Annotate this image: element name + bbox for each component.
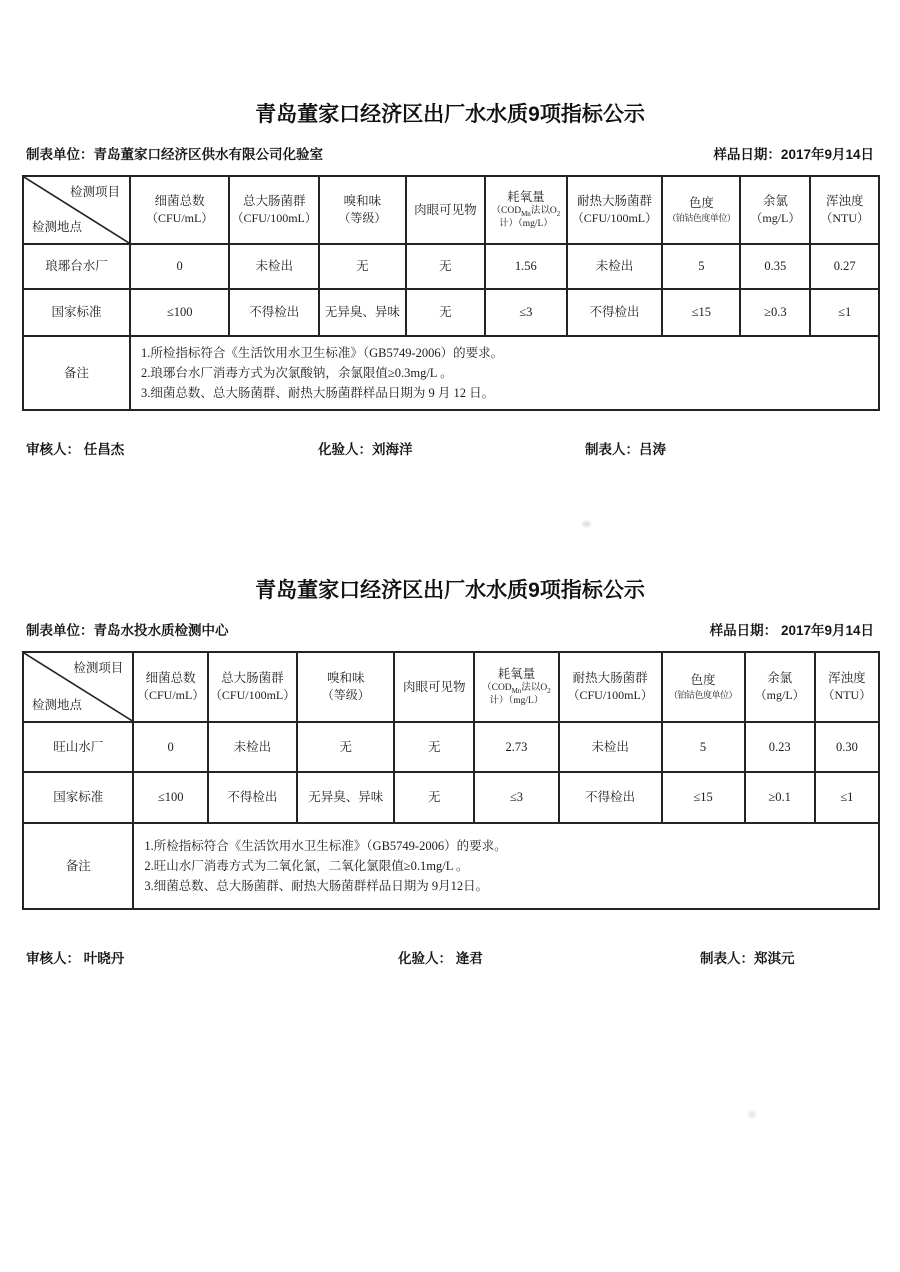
water-quality-table-1 (22, 175, 880, 411)
data-cell: 2.73 (474, 722, 559, 772)
remark-text: 1.所检指标符合《生活饮用水卫生标准》（GB5749-2006）的要求。 2.琅琊台水厂消毒方式为次氯酸钠，余氯限值≥0.3mg/L 。 3.细菌总数、总大肠菌群、耐热大肠菌群样品日期为 9 月 12 日。 (130, 336, 879, 410)
data-cell: ≥0.3 (740, 289, 810, 336)
data-cell: ≤1 (815, 772, 879, 823)
col-header-residual-chlorine: 余氯 （mg/L） (745, 652, 815, 722)
data-cell: 0.35 (740, 244, 810, 289)
col-header-cod: 耗氧量 （$COD_{Mn}$法以$O_2$ 计）（mg/L） (485, 176, 566, 244)
data-cell: ≥0.1 (745, 772, 815, 823)
reviewer-name: 审核人： 任昌杰 (26, 442, 125, 457)
data-cell: 5 (662, 244, 740, 289)
data-cell: 5 (662, 722, 745, 772)
corner-label-location: 检测地点 (32, 220, 83, 235)
row-label: 旺山水厂 (23, 722, 133, 772)
col-header-turbidity: 浑浊度 （NTU） (815, 652, 879, 722)
report-title: 青岛董家口经济区出厂水水质9项指标公示 (255, 579, 645, 602)
col-header-total-bacteria: 细菌总数 （CFU/mL） (130, 176, 229, 244)
data-cell: 未检出 (208, 722, 297, 772)
col-header-odor-taste: 嗅和味 （等级） (297, 652, 395, 722)
col-header-residual-chlorine: 余氯 （mg/L） (740, 176, 810, 244)
report-section-2 (0, 456, 900, 965)
row-wangshan-plant (23, 722, 879, 772)
report-section-1 (0, 0, 900, 456)
col-header-odor-taste: 嗅和味 （等级） (319, 176, 405, 244)
corner-label-location: 检测地点 (32, 698, 83, 713)
scan-artifact (582, 521, 591, 527)
preparer-name: 制表人：吕涛 (585, 442, 666, 457)
data-cell: 无异臭、异味 (319, 289, 405, 336)
data-cell: ≤3 (474, 772, 559, 823)
corner-label-items: 检测项目 (69, 185, 120, 199)
reviewer-name: 审核人： 叶晓丹 (26, 951, 125, 966)
data-cell: 无 (394, 722, 474, 772)
data-cell: 0 (130, 244, 229, 289)
data-cell: 无 (297, 722, 395, 772)
data-cell: 1.56 (485, 244, 566, 289)
row-label: 琅琊台水厂 (23, 244, 130, 289)
report-meta (26, 143, 874, 163)
data-cell: 0.30 (815, 722, 879, 772)
org-label: 制表单位：青岛董家口经济区供水有限公司化验室 (26, 147, 323, 162)
col-header-turbidity: 浑浊度 （NTU） (810, 176, 879, 244)
data-cell: ≤15 (662, 289, 740, 336)
row-label: 国家标准 (23, 772, 133, 823)
corner-cell (23, 176, 130, 244)
data-cell: 无 (319, 244, 405, 289)
report-title: 青岛董家口经济区出厂水水质9项指标公示 (255, 103, 645, 126)
corner-cell (23, 652, 133, 722)
row-label: 国家标准 (23, 289, 130, 336)
row-national-standard (23, 289, 879, 336)
data-cell: 无 (394, 772, 474, 823)
corner-label-items: 检测项目 (73, 661, 124, 675)
data-cell: 0.27 (810, 244, 879, 289)
sample-date-label: 样品日期：2017年9月14日 (713, 147, 874, 162)
data-cell: 无异臭、异味 (297, 772, 395, 823)
row-remarks (23, 823, 879, 909)
col-header-color: 色度 （铂钴色度单位） (662, 652, 745, 722)
data-cell: 未检出 (567, 244, 663, 289)
data-cell: 0.23 (745, 722, 815, 772)
data-cell: 不得检出 (567, 289, 663, 336)
data-cell: ≤100 (130, 289, 229, 336)
col-header-visible-matter: 肉眼可见物 (406, 176, 486, 244)
tester-name: 化验人：刘海洋 (318, 442, 413, 457)
col-header-visible-matter: 肉眼可见物 (394, 652, 474, 722)
data-cell: 不得检出 (229, 289, 319, 336)
col-header-color: 色度 （铂钴色度单位） (662, 176, 740, 244)
col-header-thermotolerant-coliform: 耐热大肠菌群 （CFU/100mL） (559, 652, 662, 722)
remark-label: 备注 (23, 336, 130, 410)
data-cell: 0 (133, 722, 207, 772)
data-cell: 不得检出 (208, 772, 297, 823)
data-cell: 未检出 (559, 722, 662, 772)
data-cell: 未检出 (229, 244, 319, 289)
sample-date-label: 样品日期： 2017年9月14日 (709, 623, 874, 638)
data-cell: ≤15 (662, 772, 745, 823)
col-header-cod: 耗氧量 （$COD_{Mn}$法以$O_2$ 计）（mg/L） (474, 652, 559, 722)
data-cell: ≤100 (133, 772, 207, 823)
col-header-total-coliform: 总大肠菌群 （CFU/100mL） (229, 176, 319, 244)
signature-line (0, 438, 900, 456)
data-cell: 不得检出 (559, 772, 662, 823)
row-langyatai-plant (23, 244, 879, 289)
col-header-total-bacteria: 细菌总数 （CFU/mL） (133, 652, 207, 722)
water-quality-table-2 (22, 651, 880, 910)
data-cell: 无 (406, 244, 486, 289)
data-cell: ≤3 (485, 289, 566, 336)
preparer-name: 制表人：郑淇元 (700, 951, 795, 966)
row-national-standard (23, 772, 879, 823)
data-cell: 无 (406, 289, 486, 336)
signature-line (0, 947, 900, 965)
col-header-thermotolerant-coliform: 耐热大肠菌群 （CFU/100mL） (567, 176, 663, 244)
remark-label: 备注 (23, 823, 133, 909)
org-label: 制表单位：青岛水投水质检测中心 (26, 623, 229, 638)
remark-text: 1.所检指标符合《生活饮用水卫生标准》（GB5749-2006）的要求。 2.旺山水厂消毒方式为二氧化氯，二氧化氯限值≥0.1mg/L 。 3.细菌总数、总大肠菌群、耐热大肠菌群样品日期为 9月12日。 (133, 823, 879, 909)
tester-name: 化验人： 逄君 (398, 951, 483, 966)
report-meta (26, 619, 874, 639)
col-header-total-coliform: 总大肠菌群 （CFU/100mL） (208, 652, 297, 722)
row-remarks (23, 336, 879, 410)
scan-artifact (748, 1111, 756, 1118)
data-cell: ≤1 (810, 289, 879, 336)
